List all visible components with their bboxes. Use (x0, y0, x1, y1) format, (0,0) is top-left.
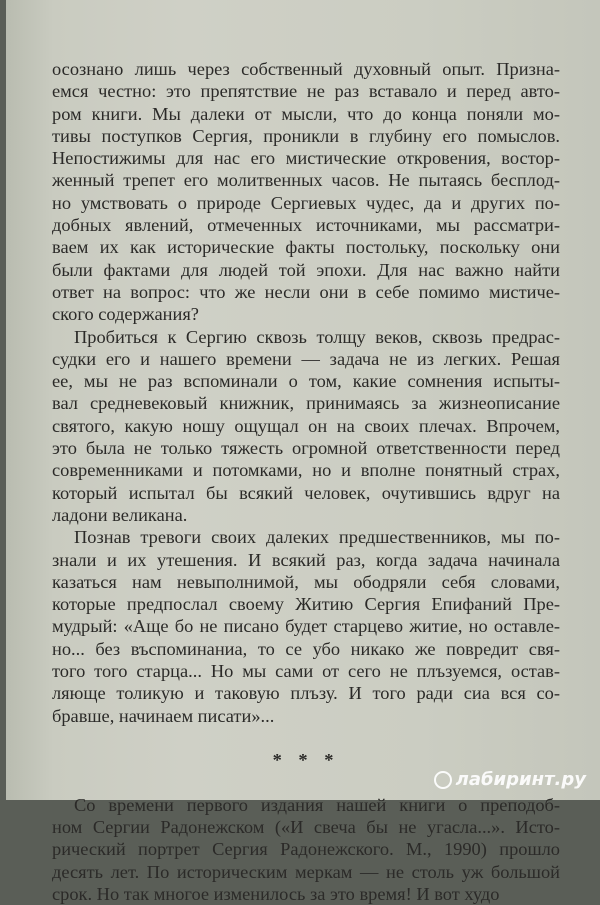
text-line: бравше, начинаем писати»... (52, 705, 275, 726)
text-line: десять лет. По историческим меркам — не столь уж большой (52, 861, 560, 882)
text-line: тивы поступков Сергия, проникли в глубину его помыслов. (52, 125, 560, 146)
text-line: казаться нам невыполнимой, мы ободряли себя словами, (52, 571, 560, 592)
text-line: ляюще толикую и таковую плъзу. И того ради сиа вся со- (52, 683, 560, 704)
text-line: женный трепет его молитвенных часов. Не пытаясь бесплод- (52, 170, 560, 191)
text-line: того того старца... Но мы сами от сего не плъзуемся, остав- (52, 661, 560, 682)
text-line: Непостижимы для нас его мистические откровения, востор- (52, 148, 560, 169)
text-line: ее, мы не раз вспоминали о том, какие сомнения испыты- (52, 371, 560, 392)
text-line: ладони великана. (52, 504, 188, 525)
text-line: срок. Но так многое изменилось за это время! И вот худо (52, 883, 500, 904)
text-line: добных явлений, отмеченных источниками, мы рассматри- (52, 215, 560, 236)
section-spacer (52, 727, 560, 749)
text-line: ваем их как исторические факты постольку, поскольку они (52, 237, 560, 258)
text-line: это была не только тяжесть огромной ответственности перед (52, 438, 560, 459)
text-line: ном Сергии Радонежском («И свеча бы не угасла...». Исто- (52, 817, 560, 838)
section-separator: * * * (272, 750, 340, 771)
text-line: емся честно: это препятствие не раз вставало и перед авто- (52, 81, 560, 102)
text-line: были фактами для людей той эпохи. Для нас важно найти (52, 259, 560, 280)
text-line: но умствовать о природе Сергиевых чудес, да и других по- (52, 192, 560, 213)
text-line: вал средневековый книжник, принимаясь за жизнеописание (52, 393, 560, 414)
watermark (434, 769, 586, 790)
paragraph (52, 326, 560, 527)
text-line: современниками и потомками, но и вполне понятный страх, (52, 460, 560, 481)
paragraph (52, 58, 560, 326)
paragraph (52, 526, 560, 727)
text-line: Познав тревоги своих далеких предшественников, мы по- (74, 527, 560, 548)
text-line: судки его и нашего времени — задача не из легких. Решая (52, 348, 560, 369)
text-line: осознано лишь через собственный духовный опыт. Призна- (52, 59, 560, 79)
text-line: знали и их утешения. И всякий раз, когда задача начинала (52, 549, 560, 570)
labirint-logo-icon (434, 771, 452, 789)
book-page (6, 0, 600, 904)
text-line: но... без въспоминаниа, то се убо никако же повредит свя- (52, 638, 560, 659)
text-line: ского содержания? (52, 304, 199, 325)
text-line: который испытал бы всякий человек, очутившись вдруг на (52, 482, 560, 503)
text-line: которые предпослал своему Житию Сергия Епифаний Пре- (52, 594, 560, 615)
watermark-text: лабиринт.ру (455, 769, 586, 790)
paragraph (52, 794, 560, 905)
text-line: ответ на вопрос: что же несли они в себе помимо мистиче- (52, 281, 560, 302)
text-line: рический портрет Сергия Радонежского. М., 1990) прошло (52, 839, 560, 860)
text-line: Со времени первого издания нашей книги о преподоб- (74, 794, 560, 815)
text-line: святого, какую ношу ощущал он на своих плечах. Впрочем, (52, 415, 560, 436)
text-line: Пробиться к Сергию сквозь толщу веков, сквозь предрас- (74, 326, 560, 347)
text-line: ром книги. Мы далеки от мысли, что до конца поняли мо- (52, 103, 560, 124)
text-line: мудрый: «Аще бо не писано будет старцево житие, но оставле- (52, 616, 560, 637)
